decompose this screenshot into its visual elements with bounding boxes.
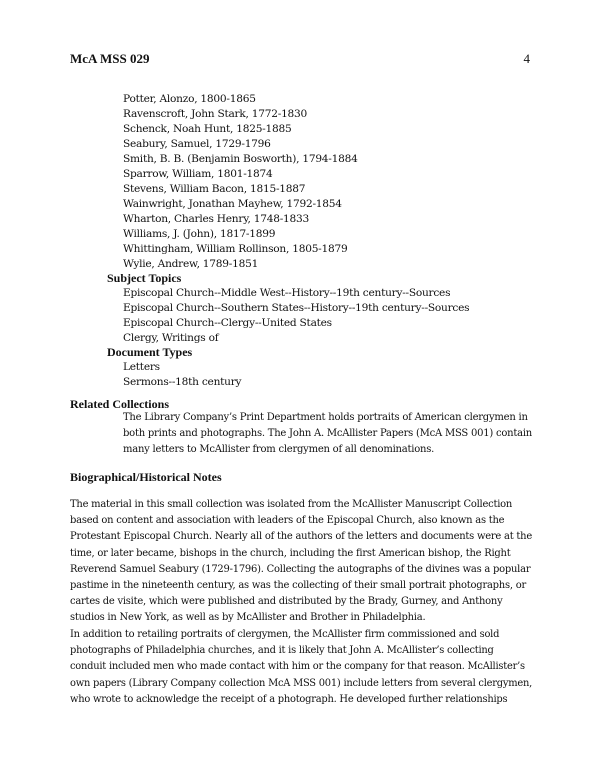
text-line: own papers (Library Company collection McA MSS 001) include letters from several clergymen, — [70, 676, 532, 689]
text-line: Protestant Episcopal Church. Nearly all of the authors of the letters and documents were at the — [70, 530, 532, 543]
subject-topic: Episcopal Church--Southern States--History--19th century--Sources — [123, 302, 470, 314]
text-line: based on content and association with leaders of the Episcopal Church, also known as the — [70, 514, 505, 527]
name-entry: Sparrow, William, 1801-1874 — [123, 168, 273, 180]
page-header — [70, 51, 530, 67]
biographical-notes-heading: Biographical/Historical Notes — [70, 470, 222, 484]
name-entry: Whittingham, William Rollinson, 1805-1879 — [123, 243, 348, 255]
document-types-heading: Document Types — [107, 345, 193, 359]
name-entry: Seabury, Samuel, 1729-1796 — [123, 138, 271, 150]
subject-topics-heading: Subject Topics — [107, 271, 182, 285]
text-line: pastime in the nineteenth century, as was the collecting of their small portrait photographs, or — [70, 579, 526, 592]
text-line: The Library Company’s Print Department holds portraits of American clergymen in — [123, 411, 528, 423]
text-line: time, or later became, bishops in the church, including the first American bishop, the Right — [70, 546, 511, 559]
page-number: 4 — [523, 51, 530, 66]
name-entry: Stevens, William Bacon, 1815-1887 — [123, 183, 306, 195]
name-entry: Ravenscroft, John Stark, 1772-1830 — [123, 108, 308, 120]
text-line: In addition to retailing portraits of clergymen, the McAllister firm commissioned and sold — [70, 628, 500, 640]
subject-topic: Episcopal Church--Clergy--United States — [123, 317, 332, 329]
text-line: The material in this small collection was isolated from the McAllister Manuscript Collection — [70, 498, 513, 510]
name-entry: Williams, J. (John), 1817-1899 — [123, 228, 276, 240]
text-line: Reverend Samuel Seabury (1729-1796). Collecting the autographs of the divines was a popular — [70, 562, 531, 575]
text-line: conduit included men who made contact with him or the company for that reason. McAllister’s — [70, 660, 525, 673]
document-type: Letters — [123, 361, 160, 373]
text-line: both prints and photographs. The John A. McAllister Papers (McA MSS 001) contain — [123, 427, 532, 440]
text-line: many letters to McAllister from clergymen of all denominations. — [123, 443, 435, 456]
collection-id: McA MSS 029 — [70, 51, 150, 66]
subject-topic: Clergy, Writings of — [123, 332, 219, 344]
name-entry: Wylie, Andrew, 1789-1851 — [123, 258, 259, 270]
document-type: Sermons--18th century — [123, 376, 242, 388]
name-entry: Wainwright, Jonathan Mayhew, 1792-1854 — [123, 198, 342, 210]
text-line: cartes de visite, which were published and distributed by the Brady, Gurney, and Anthony — [70, 595, 503, 608]
name-entry: Potter, Alonzo, 1800-1865 — [123, 93, 256, 105]
related-collections-text — [123, 409, 556, 458]
name-entry: Smith, B. B. (Benjamin Bosworth), 1794-1884 — [123, 153, 358, 165]
text-line: who wrote to acknowledge the receipt of a photograph. He developed further relationships — [70, 692, 508, 705]
subject-topic: Episcopal Church--Middle West--History--19th century--Sources — [123, 287, 451, 299]
related-collections-heading: Related Collections — [70, 397, 169, 411]
biographical-paragraph-2 — [70, 626, 565, 707]
name-entry: Wharton, Charles Henry, 1748-1833 — [123, 213, 310, 225]
name-entry: Schenck, Noah Hunt, 1825-1885 — [123, 123, 292, 135]
text-line: studios in New York, as well as by McAllister and Brother in Philadelphia. — [70, 611, 426, 624]
biographical-paragraph-1 — [70, 496, 562, 626]
text-line: photographs of Philadelphia churches, and it is likely that John A. McAllister’s collecting — [70, 644, 494, 657]
